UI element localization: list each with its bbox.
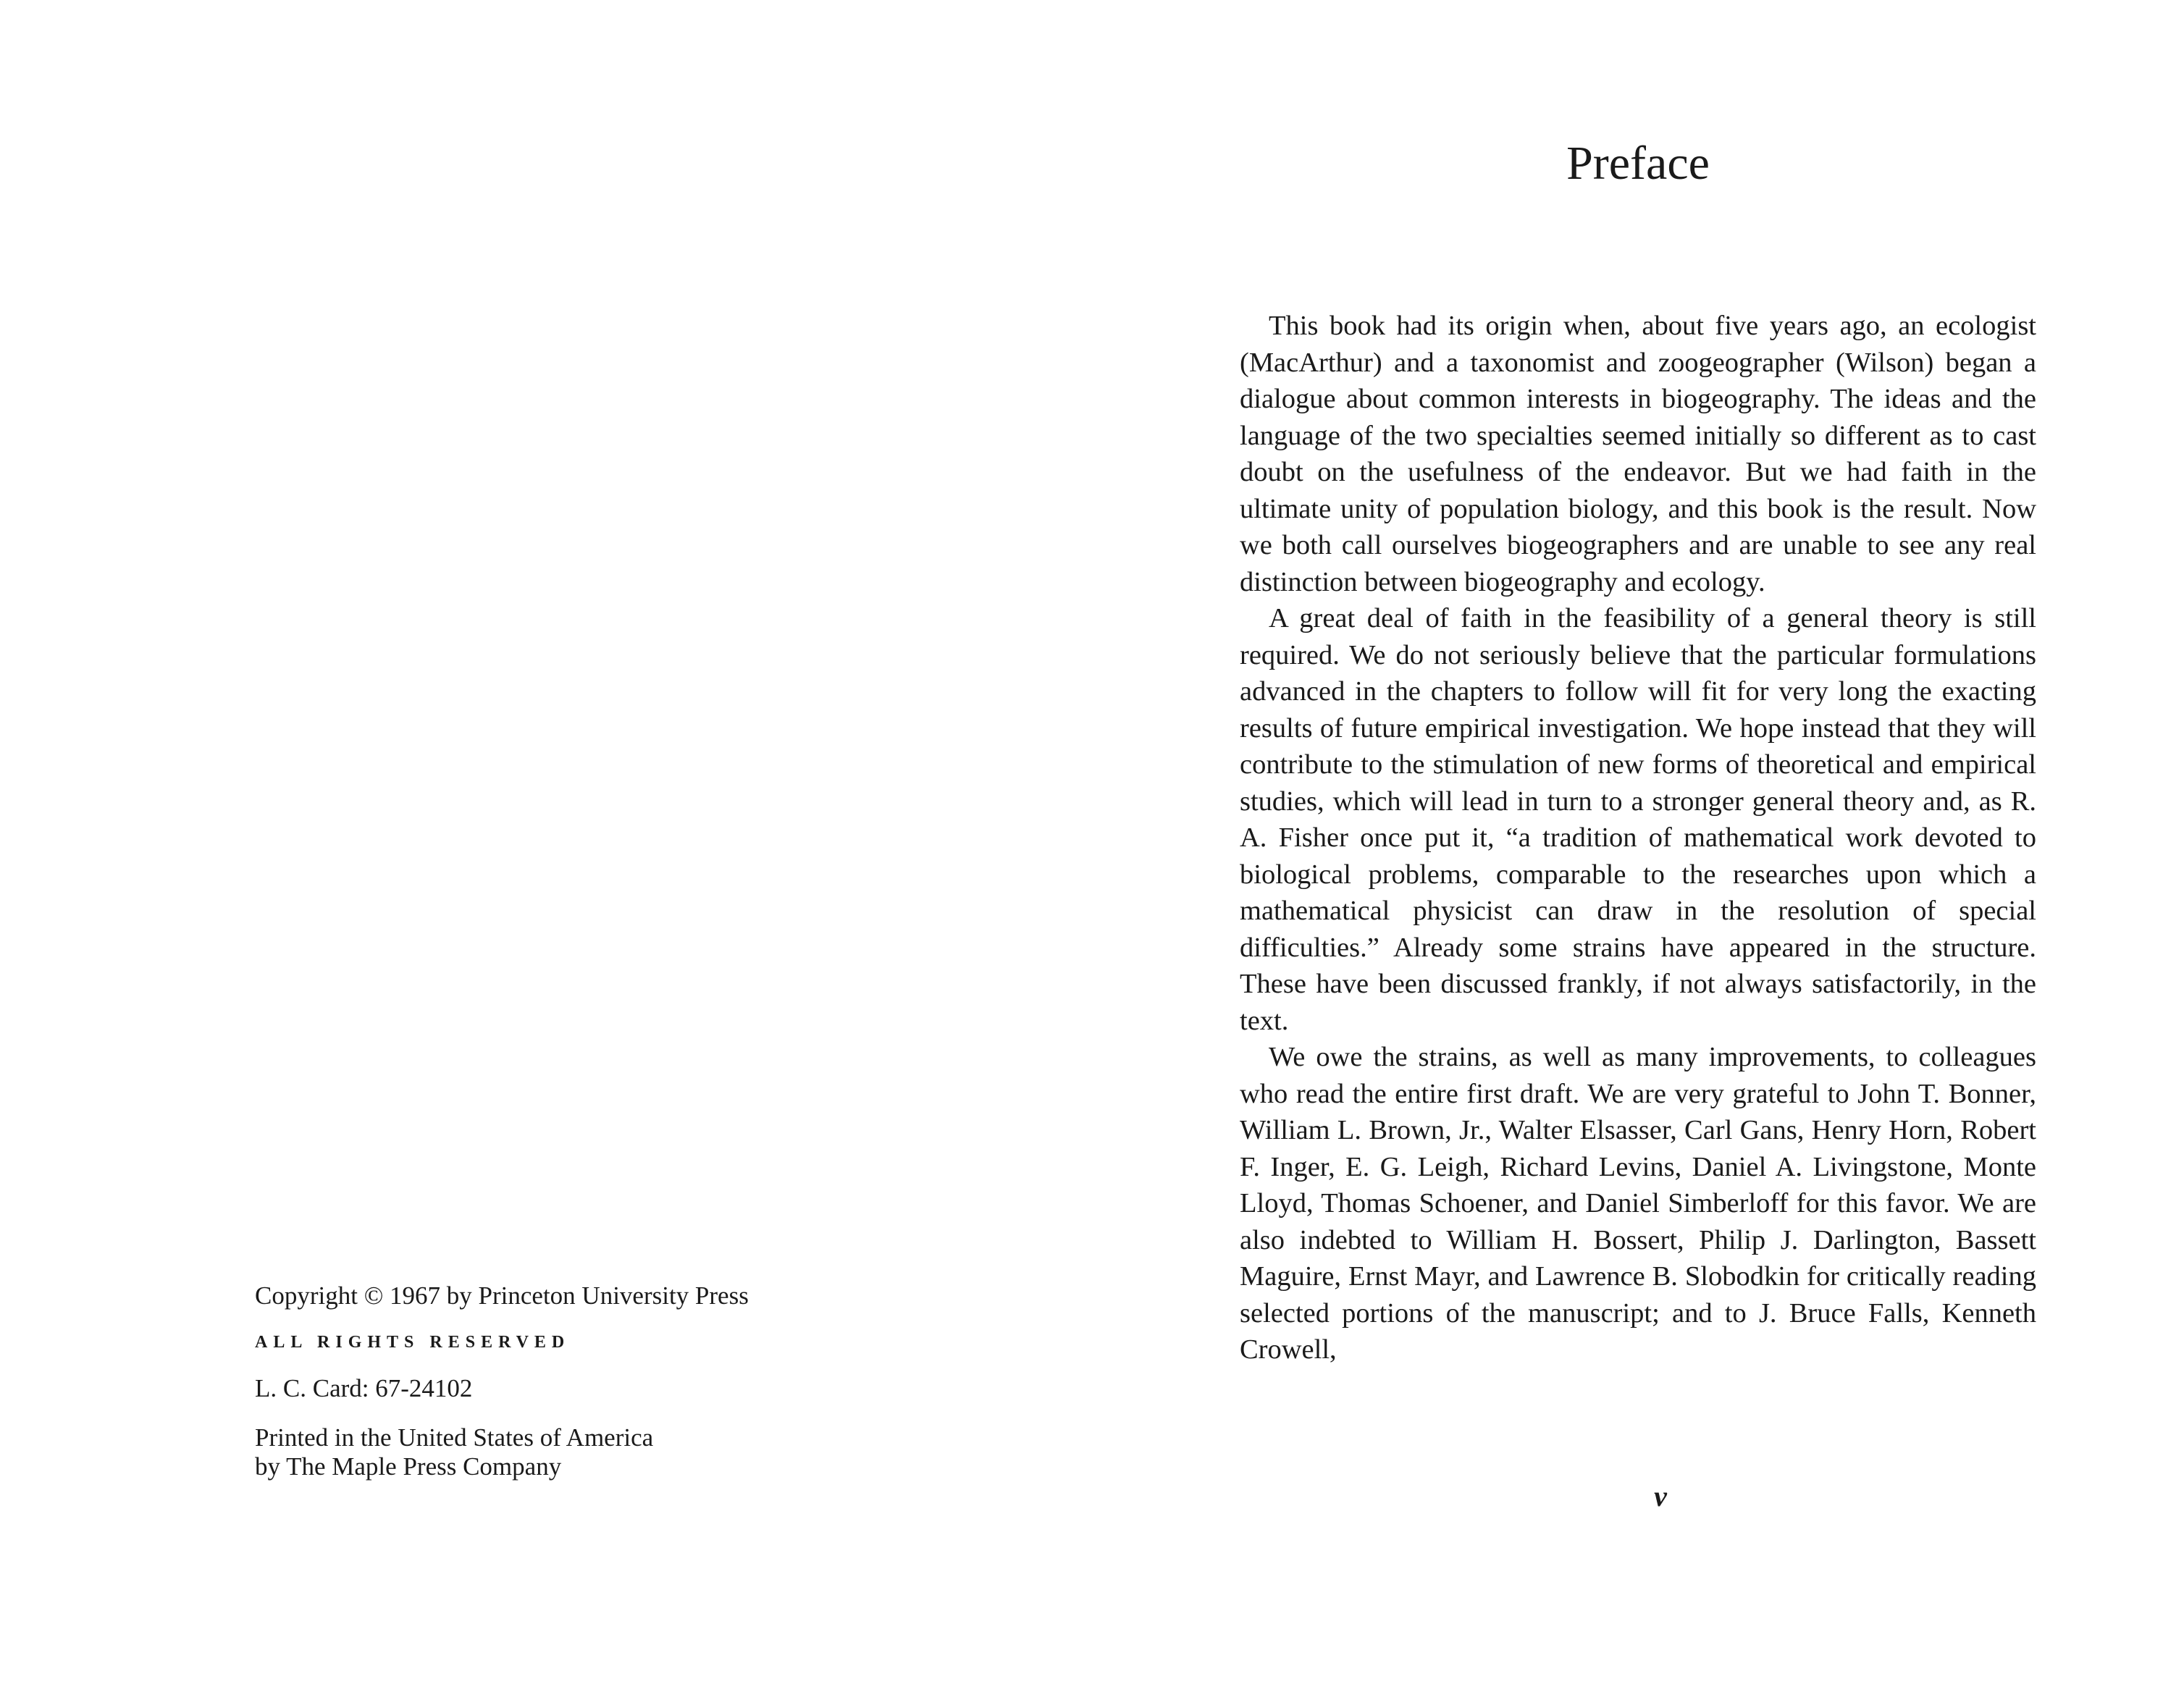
paragraph: We owe the strains, as well as many improvements, to colleagues who read the entire first draft. We are very grateful to John T. Bonner, William L. Brown, Jr., Walter Elsasser, Carl Gans, Henry Horn, Robert F. Inger, E. G. Leigh, Richard Levins, Daniel A. Livingstone, Monte Lloyd, Thomas Schoener, and Daniel Simberloff for this favor. We are also indebted to William H. Bossert, Philip J. Darlington, Bassett Maguire, Ernst Mayr, and Lawrence B. Slobodkin for critically reading selected portions of the manuscript; and to J. Bruce Falls, Kenneth Crowell, xyxy=(1240,1042,2036,1365)
printer-line: by The Maple Press Company xyxy=(255,1452,562,1481)
copyright-notice: Copyright © 1967 by Princeton University Press xyxy=(255,1281,749,1310)
library-card-number: L. C. Card: 67-24102 xyxy=(255,1374,473,1402)
page-number: v xyxy=(1654,1480,1667,1512)
page-title: Preface xyxy=(1566,137,1710,190)
copyright-block xyxy=(255,1281,907,1481)
paragraph: A great deal of faith in the feasibility of a general theory is still required. We do not seriously believe that the particular formulations advanced in the chapters to follow will fit for very long the exacting results of future empirical investigation. We hope instead that they will contribute to the stimulation of new forms of theoretical and empirical studies, which will lead in turn to a stronger general theory and, as R. A. Fisher once put it, “a tradition of mathematical work devoted to biological problems, comparable to the researches upon which a mathematical physicist can draw in the resolution of special difficulties.” Already some strains have appeared in the structure. These have been discussed frankly, if not always satisfactorily, in the text. xyxy=(1240,603,2036,1036)
printed-in-line: Printed in the United States of America xyxy=(255,1423,654,1452)
preface-body xyxy=(1240,308,2036,1368)
rights-reserved: ALL RIGHTS RESERVED xyxy=(255,1333,571,1352)
paragraph: This book had its origin when, about five years ago, an ecologist (MacArthur) and a taxonomist and zoogeographer (Wilson) began a dialogue about common interests in biogeography. The ideas and the language of the two specialties seemed initially so different as to cast doubt on the usefulness of the endeavor. But we had faith in the ultimate unity of population biology, and this book is the result. Now we both call ourselves biogeographers and are unable to see any real distinction between biogeography and ecology. xyxy=(1240,311,2036,597)
right-page xyxy=(1092,0,2184,1705)
